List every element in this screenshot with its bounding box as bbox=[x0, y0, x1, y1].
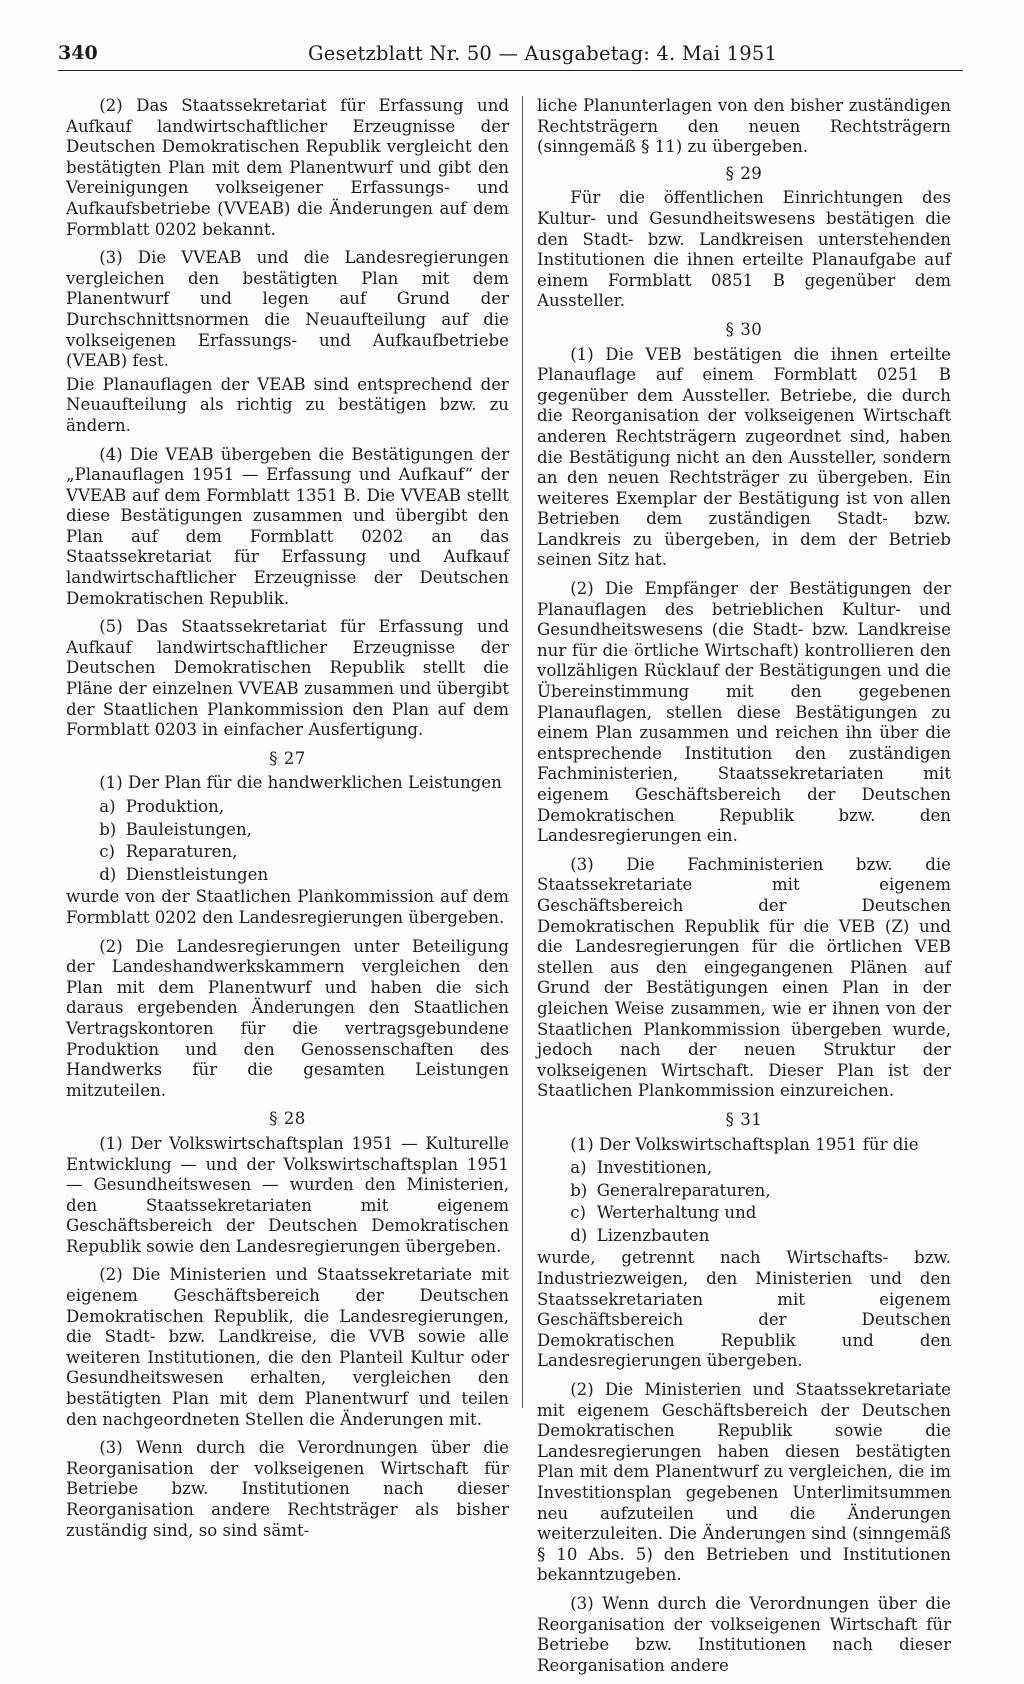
list-item: a) Produktion, bbox=[99, 797, 225, 816]
section-28-heading: § 28 bbox=[269, 1109, 306, 1129]
paragraph-26-2: (2) Das Staatssekretariat für Erfassung und Aufkauf landwirtschaftlicher Erzeugnisse der Deutschen Demokratischen Republik vergleicht den bestätigten Plan mit dem Planentwurf und gibt den Vereinigungen volkseigener Erfassungs- und Aufkaufsbetriebe (VVEAB) die Änderungen auf dem Formblatt 0202 bekannt. bbox=[66, 96, 509, 239]
paragraph-28-3-continued: liche Planunterlagen von den bisher zuständigen Rechtsträgern den neuen Rechtsträgern (sinngemäß § 11) zu übergeben. bbox=[537, 96, 951, 157]
paragraph-26-5: (5) Das Staatssekretariat für Erfassung und Aufkauf landwirtschaftlicher Erzeugnisse der Deutschen Demokratischen Republik stellt die Pläne der einzelnen VVEAB zusammen und übergibt der Staatlichen Plankommission den Plan auf dem Formblatt 0203 in einfacher Ausfertigung. bbox=[66, 617, 509, 740]
paragraph-27-1-continued: wurde von der Staatlichen Plankommission auf dem Formblatt 0202 den Landesregierungen übergeben. bbox=[66, 887, 509, 927]
section-30-heading: § 30 bbox=[725, 319, 763, 339]
gazette-title: Gesetzblatt Nr. 50 — Ausgabetag: 4. Mai 1951 bbox=[308, 42, 778, 65]
section-27-heading: § 27 bbox=[269, 748, 306, 768]
right-column bbox=[537, 96, 951, 1684]
paragraph-29: Für die öffentlichen Einrichtungen des Kultur- und Gesundheitswesens bestätigen die den Stadt- bzw. Landkreisen unterstehenden Institutionen die ihnen erteilte Planaufgabe auf einem Formblatt 0851 B gegenüber dem Aussteller. bbox=[537, 188, 951, 311]
paragraph-26-4: (4) Die VEAB übergeben die Bestätigungen der „Planauflagen 1951 — Erfassung und Aufkauf“ der VVEAB auf dem Formblatt 1351 B. Die VVEAB stellt diese Bestätigungen zusammen und übergibt den Plan auf dem Formblatt 0202 an das Staatssekretariat für Erfassung und Aufkauf landwirtschaftlicher Erzeugnisse der Deutschen Demokratischen Republik. bbox=[66, 444, 509, 608]
paragraph-30-1: (1) Die VEB bestätigen die ihnen erteilte Planauflage auf einem Formblatt 0251 B gegenüber dem Aussteller. Betriebe, die durch die Reorganisation der volkseigenen Wirtschaft anderen Rechtsträgern zugeordnet sind, haben die Bestätigung nicht an den Aussteller, sondern an den neuen Rechtsträger zu übergeben. Ein weiteres Exemplar der Bestätigung ist von allen Betrieben dem zuständigen Stadt- bzw. Landkreis zu übergeben, in dem der Betrieb seinen Sitz hat. bbox=[537, 344, 951, 570]
paragraph-27-2: (2) Die Landesregierungen unter Beteiligung der Landeshandwerkskammern vergleichen den Plan mit dem Planentwurf und haben die sich daraus ergebenden Änderungen den Staatlichen Vertragskontoren für die vertragsgebundene Produktion und den Genossenschaften des Handwerks für die gesamten Leistungen mitzuteilen. bbox=[66, 936, 509, 1100]
paragraph-31-3: (3) Wenn durch die Verordnungen über die Reorganisation der volkseigenen Wirtschaft für Betriebe bzw. Institutionen nach dieser Reorganisation andere bbox=[537, 1593, 951, 1675]
paragraph-31-1: (1) Der Volkswirtschaftsplan 1951 für die bbox=[570, 1134, 919, 1154]
paragraph-27-1: (1) Der Plan für die handwerklichen Leistungen bbox=[99, 773, 502, 793]
section-31-heading: § 31 bbox=[725, 1109, 763, 1129]
list-item: c) Werterhaltung und bbox=[570, 1203, 757, 1223]
list-31 bbox=[537, 1158, 951, 1246]
page-header bbox=[58, 40, 963, 71]
left-column bbox=[66, 96, 509, 1549]
paragraph-26-3-continued: Die Planauflagen der VEAB sind entsprechend der Neuaufteilung als richtig zu bestätigen bzw. zu ändern. bbox=[66, 374, 509, 435]
list-item: d) Lizenzbauten bbox=[570, 1225, 710, 1245]
paragraph-26-3: (3) Die VVEAB und die Landesregierungen vergleichen den bestätigten Plan mit dem Planentwurf und legen auf Grund der Durchschnittsnormen die Neuaufteilung auf die volkseigenen Erfassungs- und Aufkaufbetriebe (VEAB) fest. bbox=[66, 248, 509, 371]
paragraph-31-2: (2) Die Ministerien und Staatssekretariate mit eigenem Geschäftsbereich der Deutschen Demokratischen Republik sowie die Landesregierungen haben diesen bestätigten Plan mit dem Planentwurf zu vergleichen, die im Investitionsplan gegebenen Unterlimitsummen neu aufzuteilen und die Änderungen weiterzuleiten. Die Änderungen sind (sinngemäß § 10 Abs. 5) den Betrieben und Institutionen bekanntzugeben. bbox=[537, 1380, 951, 1585]
list-item: b) Generalreparaturen, bbox=[570, 1180, 771, 1200]
column-divider bbox=[522, 96, 523, 1408]
list-item: b) Bauleistungen, bbox=[99, 819, 252, 839]
list-item: a) Investitionen, bbox=[570, 1158, 713, 1178]
paragraph-30-3: (3) Die Fachministerien bzw. die Staatssekretariate mit eigenem Geschäftsbereich der Deutschen Demokratischen Republik für die VEB (Z) und die Landesregierungen für die örtlichen VEB stellen aus den eingegangenen Plänen auf Grund der Bestätigungen einen Plan in der gleichen Weise zusammen, wie er ihnen von der Staatlichen Plankommission übergeben wurde, jedoch nach der neuen Struktur der volkseigenen Wirtschaft. Dieser Plan ist der Staatlichen Plankommission einzureichen. bbox=[537, 854, 951, 1101]
paragraph-31-1-continued: wurde, getrennt nach Wirtschafts- bzw. Industriezweigen, den Ministerien und den Staatssekretariaten mit eigenem Geschäftsbereich der Deutschen Demokratischen Republik und den Landesregierungen übergeben. bbox=[537, 1248, 951, 1371]
list-27 bbox=[66, 797, 509, 885]
list-item: c) Reparaturen, bbox=[99, 842, 238, 862]
paragraph-28-2: (2) Die Ministerien und Staatssekretariate mit eigenem Geschäftsbereich der Deutschen Demokratischen Republik, die Landesregierungen, die Stadt- bzw. Landkreise, die VVB sowie alle weiteren Institutionen, die den Planteil Kultur oder Gesundheitswesen erhalten, vergleichen den bestätigten Plan mit dem Planentwurf und teilen den nachgeordneten Stellen die Änderungen mit. bbox=[66, 1265, 509, 1429]
section-29-heading: § 29 bbox=[725, 163, 763, 183]
page-number: 340 bbox=[58, 42, 98, 64]
paragraph-28-3: (3) Wenn durch die Verordnungen über die Reorganisation der volkseigenen Wirtschaft für Betriebe bzw. Institutionen nach dieser Reorganisation andere Rechtsträger als bisher zuständig sind, so sind sämt- bbox=[66, 1438, 509, 1540]
paragraph-30-2: (2) Die Empfänger der Bestätigungen der Planauflagen des betrieblichen Kultur- und Gesundheitswesens (die Stadt- bzw. Landkreise nur für die örtliche Wirtschaft) kontrollieren den vollzähligen Rücklauf der Bestätigungen und die Übereinstimmung mit den gegebenen Planauflagen, stellen diese Bestätigungen zu einem Plan zusammen und reichen ihn über die entsprechende Institution den zuständigen Fachministerien, Staatssekretariaten mit eigenem Geschäftsbereich der Deutschen Demokratischen Republik bzw. den Landesregierungen ein. bbox=[537, 579, 951, 846]
list-item: d) Dienstleistungen bbox=[99, 864, 269, 884]
paragraph-28-1: (1) Der Volkswirtschaftsplan 1951 — Kulturelle Entwicklung — und der Volkswirtschaftsplan 1951 — Gesundheitswesen — wurden den Ministerien, den Staatssekretariaten mit eigenem Geschäftsbereich der Deutschen Demokratischen Republik sowie den Landesregierungen übergeben. bbox=[66, 1133, 509, 1256]
